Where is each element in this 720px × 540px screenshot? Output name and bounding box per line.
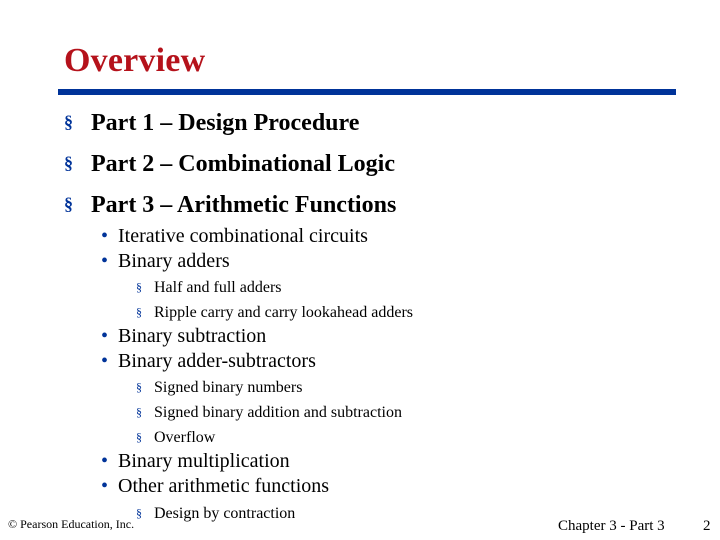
subsub-bullet-text: Signed binary addition and subtraction [154, 404, 402, 421]
sub-bullet-marker: • [101, 475, 109, 497]
subsub-bullet-marker: § [136, 506, 142, 520]
bullet-text: Part 1 – Design Procedure [91, 110, 360, 136]
sub-bullet-adder-subtractors [101, 350, 316, 373]
title-rule [58, 89, 676, 95]
footer-chapter: Chapter 3 - Part 3 [558, 518, 665, 534]
bullet-part2 [64, 151, 395, 178]
bullet-marker: § [64, 194, 73, 214]
sub-bullet-marker: • [101, 250, 109, 272]
subsub-bullet-overflow [136, 429, 215, 447]
bullet-part3 [64, 192, 396, 219]
sub-bullet-binary-adders [101, 250, 230, 273]
sub-bullet-binary-subtraction [101, 325, 266, 348]
sub-bullet-marker: • [101, 350, 109, 372]
sub-bullet-text: Binary adders [118, 250, 230, 272]
bullet-part1 [64, 110, 359, 137]
sub-bullet-marker: • [101, 450, 109, 472]
sub-bullet-marker: • [101, 325, 109, 347]
page-number: 2 [703, 518, 711, 534]
subsub-bullet-text: Overflow [154, 429, 216, 446]
subsub-bullet-signed-addition [136, 404, 402, 422]
sub-bullet-multiplication [101, 450, 290, 473]
sub-bullet-text: Binary multiplication [118, 450, 290, 472]
subsub-bullet-marker: § [136, 405, 142, 419]
sub-bullet-text: Other arithmetic functions [118, 475, 330, 497]
subsub-bullet-contraction [136, 505, 295, 523]
sub-bullet-text: Binary subtraction [118, 325, 267, 347]
bullet-text: Part 2 – Combinational Logic [91, 151, 395, 177]
subsub-bullet-text: Signed binary numbers [154, 379, 303, 396]
subsub-bullet-marker: § [136, 305, 142, 319]
subsub-bullet-text: Design by contraction [154, 505, 296, 522]
subsub-bullet-half-full [136, 279, 282, 297]
bullet-text: Part 3 – Arithmetic Functions [91, 192, 397, 218]
sub-bullet-other-functions [101, 475, 329, 498]
subsub-bullet-marker: § [136, 280, 142, 294]
slide-title: Overview [64, 42, 206, 79]
sub-bullet-iterative [101, 225, 368, 248]
subsub-bullet-text: Ripple carry and carry lookahead adders [154, 304, 413, 321]
sub-bullet-text: Iterative combinational circuits [118, 225, 368, 247]
subsub-bullet-text: Half and full adders [154, 279, 282, 296]
subsub-bullet-ripple [136, 304, 413, 322]
bullet-marker: § [64, 112, 73, 132]
footer-copyright: © Pearson Education, Inc. [8, 517, 135, 531]
subsub-bullet-signed-numbers [136, 379, 302, 397]
sub-bullet-text: Binary adder-subtractors [118, 350, 316, 372]
bullet-marker: § [64, 153, 73, 173]
sub-bullet-marker: • [101, 225, 109, 247]
subsub-bullet-marker: § [136, 430, 142, 444]
subsub-bullet-marker: § [136, 380, 142, 394]
